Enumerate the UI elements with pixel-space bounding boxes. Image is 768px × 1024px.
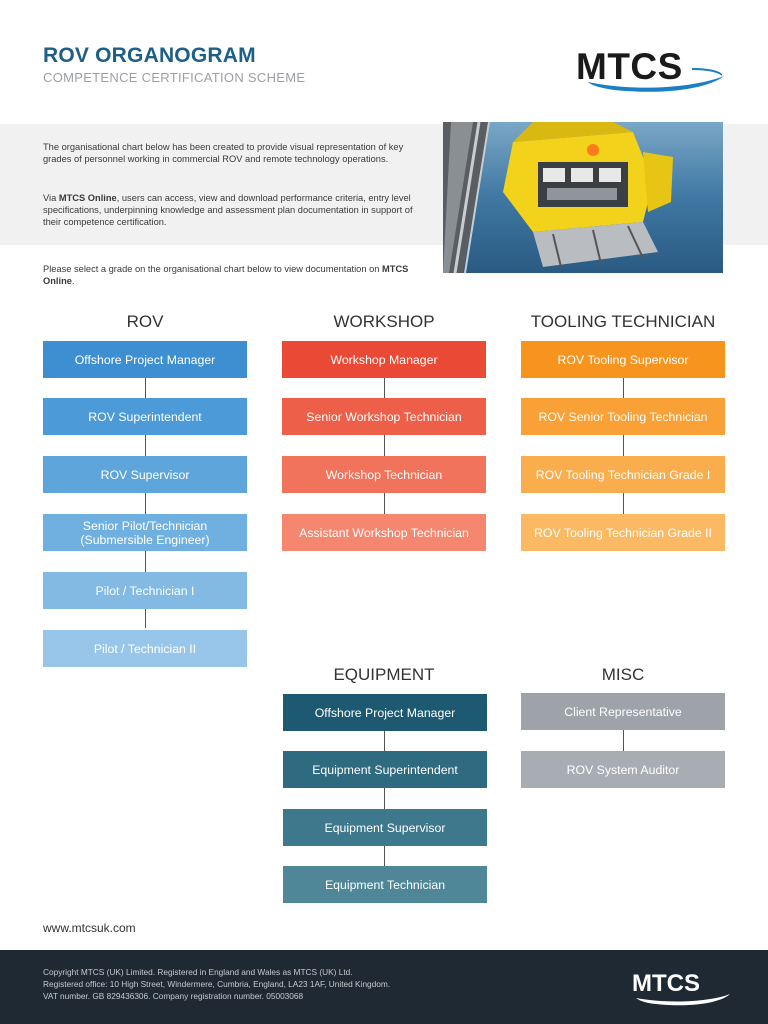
workshop-heading: WORKSHOP <box>333 312 435 331</box>
rov-photo-image <box>443 122 723 273</box>
footer-logo-text: MTCS <box>632 970 700 997</box>
website-link[interactable]: www.mtcsuk.com <box>43 921 136 935</box>
grade-box-tooling-0[interactable]: ROV Tooling Supervisor <box>521 341 725 378</box>
grade-box-equipment-0[interactable]: Offshore Project Manager <box>283 694 487 731</box>
grade-box-rov-5[interactable]: Pilot / Technician II <box>43 630 247 667</box>
grade-box-workshop-0[interactable]: Workshop Manager <box>282 341 486 378</box>
grade-box-misc-1[interactable]: ROV System Auditor <box>521 751 725 788</box>
online-rest: , users can access, view and download performance criteria, entry level specifications, underpinning knowledge and assessment plan documentation in support of their competence certification. <box>43 193 413 227</box>
grade-box-rov-4[interactable]: Pilot / Technician I <box>43 572 247 609</box>
footer-vat-number: VAT number. GB 829436306. Company registration number. 05003068 <box>43 991 304 1001</box>
select-prefix: Please select a grade on the organisational chart below to view documentation on <box>43 264 383 274</box>
footer-registered-office: Registered office: 10 High Street, Windermere, Cumbria, England, LA23 1AF, United Kingdom. <box>43 979 391 989</box>
mtcs-online-link[interactable]: MTCS Online <box>58 193 117 203</box>
footer-mtcs-logo <box>632 972 732 1006</box>
equipment-heading: EQUIPMENT <box>333 665 435 684</box>
logo-text: MTCS <box>576 46 683 87</box>
misc-heading: MISC <box>601 665 645 684</box>
grade-box-rov-0[interactable]: Offshore Project Manager <box>43 341 247 378</box>
grade-box-workshop-1[interactable]: Senior Workshop Technician <box>282 398 486 435</box>
grade-box-equipment-1[interactable]: Equipment Superintendent <box>283 751 487 788</box>
tooling-heading: TOOLING TECHNICIAN <box>530 312 716 331</box>
grade-box-rov-1[interactable]: ROV Superintendent <box>43 398 247 435</box>
grade-box-equipment-3[interactable]: Equipment Technician <box>283 866 487 903</box>
footer-copyright: Copyright MTCS (UK) Limited. Registered in England and Wales as MTCS (UK) Ltd. <box>43 967 353 977</box>
rov-photo <box>443 122 723 273</box>
grade-box-rov-3[interactable]: Senior Pilot/Technician (Submersible Engineer) <box>43 514 247 551</box>
grade-box-rov-2[interactable]: ROV Supervisor <box>43 456 247 493</box>
mtcs-online-link-2[interactable]: MTCS Online <box>43 264 409 286</box>
grade-box-tooling-3[interactable]: ROV Tooling Technician Grade II <box>521 514 725 551</box>
rov-heading: ROV <box>126 312 164 331</box>
logo-swoosh-icon <box>574 42 726 94</box>
footer-logo-swoosh-icon <box>632 972 732 1006</box>
grade-box-tooling-2[interactable]: ROV Tooling Technician Grade I <box>521 456 725 493</box>
intro-paragraph: The organisational chart below has been created to provide visual representation of key grades of personnel working in commercial ROV and remote technology operations. <box>43 142 404 164</box>
grade-box-equipment-2[interactable]: Equipment Supervisor <box>283 809 487 846</box>
online-prefix: Via <box>43 193 59 203</box>
mtcs-logo <box>574 42 726 94</box>
page-title: ROV ORGANOGRAM <box>43 44 256 67</box>
select-suffix: . <box>71 276 75 286</box>
page-subtitle: COMPETENCE CERTIFICATION SCHEME <box>43 70 306 85</box>
online-access-paragraph <box>43 192 423 228</box>
grade-box-tooling-1[interactable]: ROV Senior Tooling Technician <box>521 398 725 435</box>
select-instruction <box>43 263 423 287</box>
grade-box-workshop-2[interactable]: Workshop Technician <box>282 456 486 493</box>
grade-box-misc-0[interactable]: Client Representative <box>521 693 725 730</box>
grade-box-workshop-3[interactable]: Assistant Workshop Technician <box>282 514 486 551</box>
